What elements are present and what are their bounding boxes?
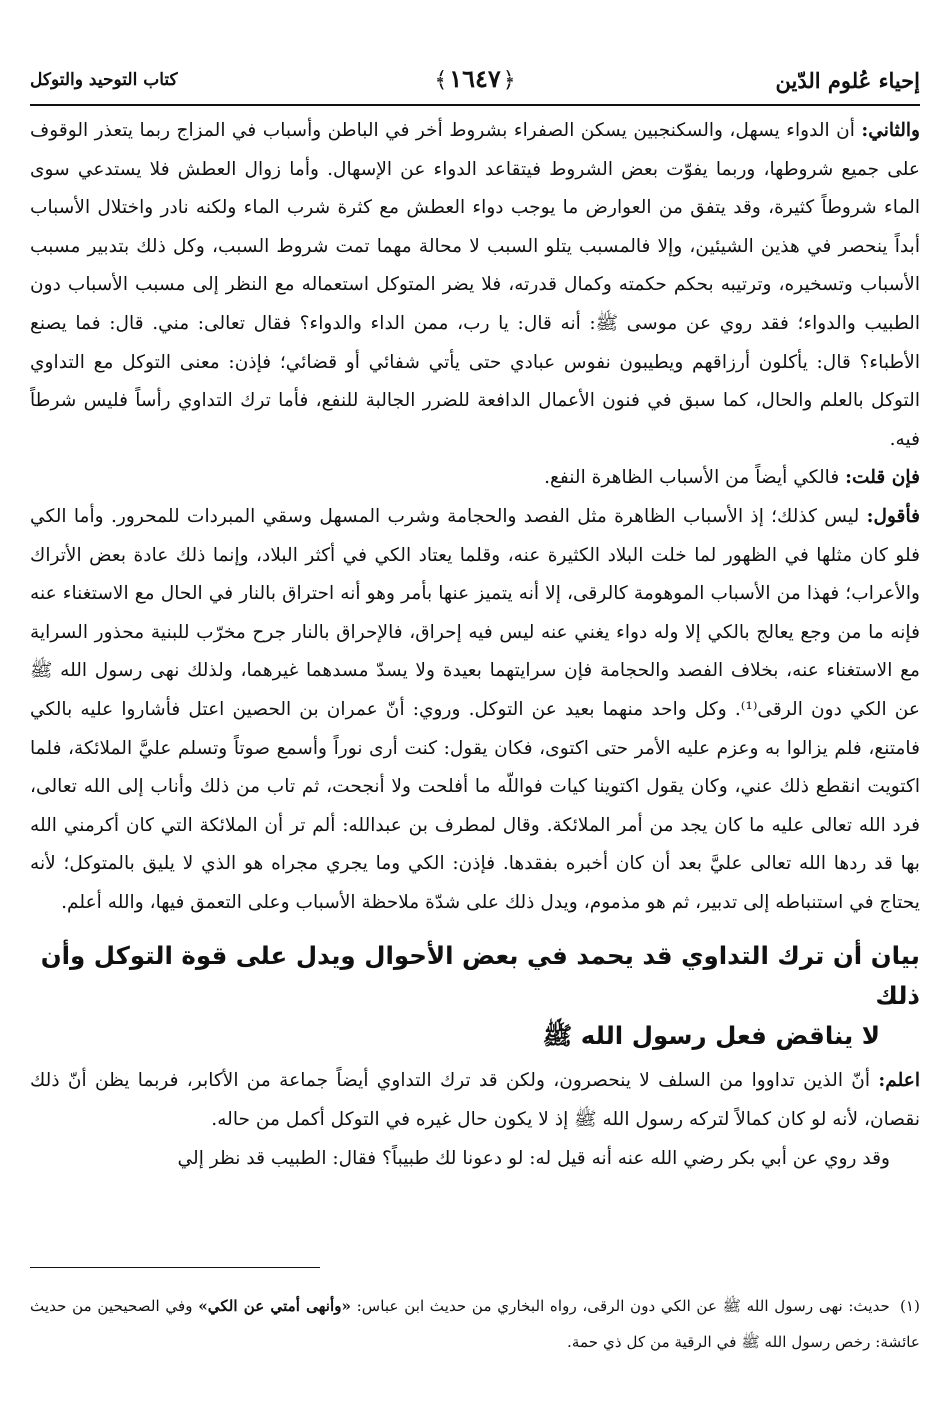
page-number <box>432 64 517 93</box>
footnote-number: (١) <box>899 1297 920 1315</box>
paragraph <box>30 498 920 923</box>
paragraph-text: ليس كذلك؛ إذ الأسباب الظاهرة مثل الفصد والحجامة وشرب المسهل وسقي المبردات للمحرور. وأما الكي فلو كان مثلها في الظهور لما خلت البلاد الكثيرة عنه، وقلما يعتاد الكي في أكثر البلاد، وإنما ذلك عادة بعض الأتراك والأعراب؛ فهذا من الأسباب الموهومة كالرقى، إلا أنه يتميز عنها بأمر وهو أنه احتراق بالنار في الحال مع الاستغناء عنه فإنه ما من وجع يعالج بالكي إلا وله دواء يغني عنه ليس فيه إحراق، فالإحراق بالنار جرح مخرّب للبنية محذور السراية مع الاستغناء عنه، بخلاف الفصد والحجامة فإن سرايتهما بعيدة ولا يسدّ مسدهما غيرهما، ولذلك نهى رسول الله ﷺ عن الكي دون الرقى⁽¹⁾. وكل واحد منهما بعيد عن التوكل. وروي: أنّ عمران بن الحصين اعتل فأشاروا عليه بالكي فامتنع، فلم يزالوا به وعزم عليه الأمر حتى اكتوى، فكان يقول: كنت أرى نوراً وأسمع صوتاً وتسلم عليَّ الملائكة، فلما اكتويت انقطع ذلك عني، وكان يقول اكتوينا كيات فواللّه ما أفلحت ولا أنجحت، ثم تاب من ذلك وأناب إلى الله تعالى، فرد الله تعالى عليه ما كان يجد من أمر الملائكة. وقال لمطرف بن عبدالله: ألم تر أن الملائكة التي كان أكرمني الله بها قد ردها الله تعالى عليَّ بعد أن كان أخبره بفقدها. فإذن: الكي وما يجري مجراه هو الذي لا يليق بالمتوكل؛ لأنه يحتاج في استنباطه إلى تدبير، ثم هو مذموم، ويدل ذلك على شدّة ملاحظة الأسباب وعلى التعمق فيها، والله أعلم. <box>30 505 920 913</box>
footnote-rule <box>30 1267 320 1268</box>
paragraph-text: فالكي أيضاً من الأسباب الظاهرة النفع. <box>544 467 846 489</box>
header-rule <box>30 104 920 106</box>
paragraph-lead: اعلم: <box>878 1070 920 1092</box>
section-heading-line1: بيان أن ترك التداوي قد يحمد في بعض الأحوال ويدل على قوة التوكل وأن ذلك <box>40 941 920 1011</box>
paragraph-lead: فأقول: <box>866 505 920 527</box>
paragraph-lead: فإن قلت: <box>845 467 920 489</box>
section-heading-line2: لا يناقض فعل رسول الله ﷺ <box>542 1021 880 1051</box>
main-text <box>30 112 920 1178</box>
footnote-quote: «وأنهى أمتي عن الكي» <box>198 1297 352 1315</box>
paragraph-text: وقد روي عن أبي بكر رضي الله عنه أنه قيل له: لو دعونا لك طبيباً؟ فقال: الطبيب قد نظر إلي <box>177 1147 890 1169</box>
paragraph <box>30 1140 920 1179</box>
section-title: كتاب التوحيد والتوكل <box>30 70 178 90</box>
section-heading <box>30 936 920 1056</box>
page-number-value: ١٦٤٧ <box>449 64 501 93</box>
paragraph <box>30 1062 920 1139</box>
paragraph <box>30 459 920 498</box>
paragraph-lead: والثاني: <box>861 120 920 141</box>
footnote-text-end: وفي الصحيحين من حديث عائشة: رخص رسول الله ﷺ في الرقية من كل ذي حمة. <box>30 1297 920 1351</box>
footnote <box>30 1288 920 1360</box>
ornament-right: ﴿ <box>502 68 516 93</box>
paragraph-text: أن الدواء يسهل، والسكنجبين يسكن الصفراء بشروط أخر في الباطن وأسباب في المزاج ربما يتعذر الوقوف على جميع شروطها، وربما يفوّت بعض الشروط فيتقاعد الدواء عن الإسهال. وأما زوال العطش فلا يستدعي سوى الماء شروطاً كثيرة، وقد يتفق من العوارض ما يوجب دواء العطش مع كثرة شرب الماء ولكنه نادر واختلال الأسباب أبداً ينحصر في هذين الشيئين، وإلا فالمسبب يتلو السبب لا محالة مهما تمت شروط السبب، وكل ذلك بتدبير مسبب الأسباب وتسخيره، وترتيبه بحكم حكمته وكمال قدرته، فلا يضر المتوكل استعماله مع النظر إلى مسبب الأسباب دون الطبيب والدواء؛ فقد روي عن موسى ﷺ: أنه قال: يا رب، ممن الداء والدواء؟ فقال تعالى: مني. قال: فما يصنع الأطباء؟ قال: يأكلون أرزاقهم ويطيبون نفوس عبادي حتى يأتي شفائي أو قضائي؛ فإذن: معنى التوكل مع التداوي التوكل بالعلم والحال، كما سبق في فنون الأعمال الدافعة للضرر الجالبة للنفع، فأما ترك التداوي رأساً فليس شرطاً فيه. <box>30 120 920 450</box>
paragraph-text: أنّ الذين تداووا من السلف لا ينحصرون، ولكن قد ترك التداوي أيضاً جماعة من الأكابر، فربما يظن أنّ ذلك نقصان، لأنه لو كان كمالاً لتركه رسول الله ﷺ إذ لا يكون حال غيره في التوكل أكمل من حاله. <box>30 1070 920 1131</box>
running-header <box>30 62 920 102</box>
paragraph <box>30 112 920 459</box>
ornament-left: ﴾ <box>434 68 448 93</box>
book-title: إحياء عُلوم الدّين <box>775 68 920 93</box>
footnote-text: حديث: نهى رسول الله ﷺ عن الكي دون الرقى، رواه البخاري من حديث ابن عباس: <box>351 1297 890 1315</box>
